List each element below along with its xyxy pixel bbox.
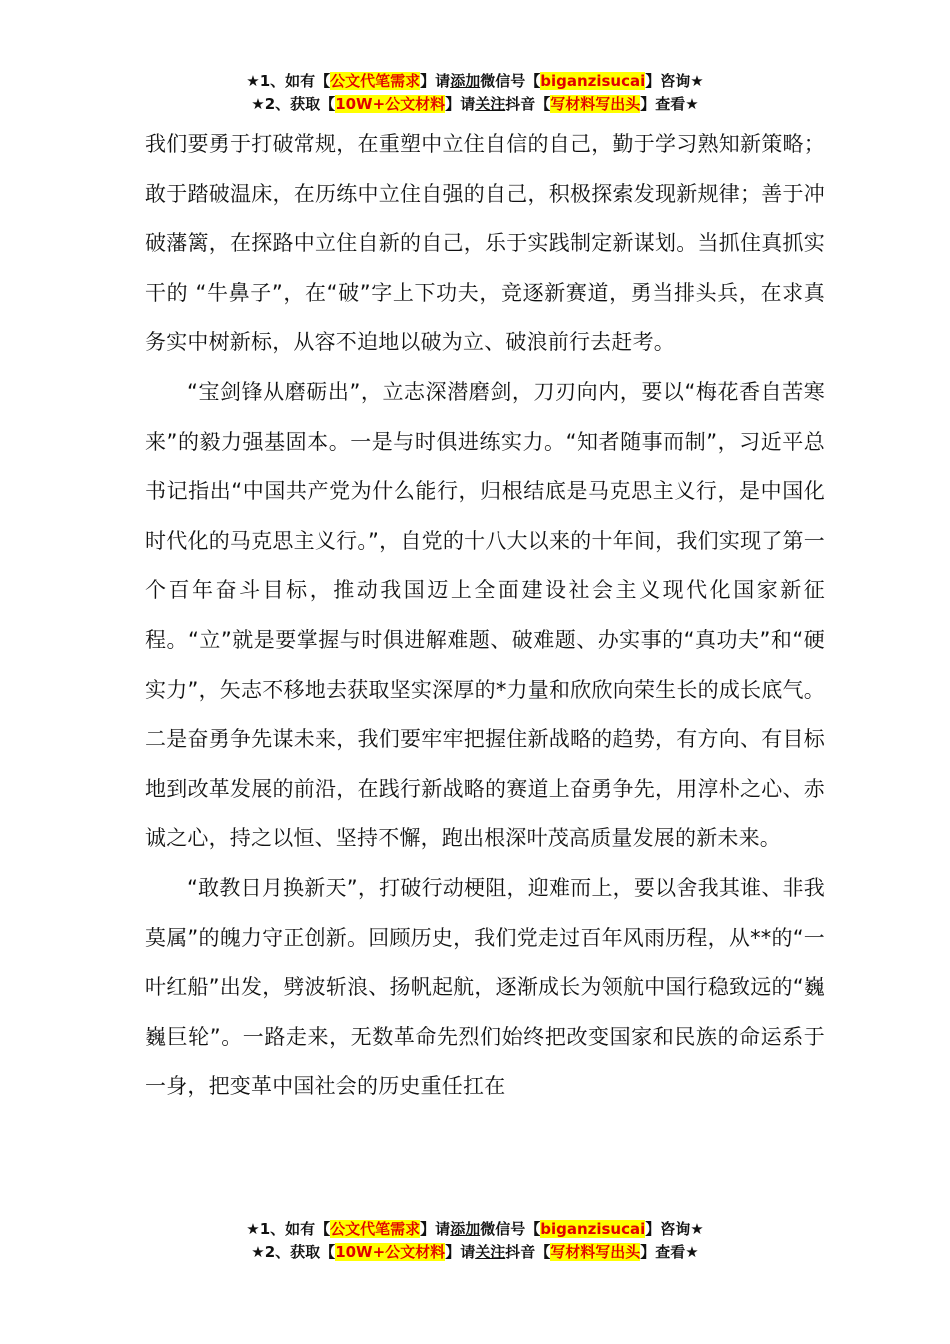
banner-text: 】请 — [420, 1220, 451, 1238]
banner-highlight: 写材料写出头 — [550, 1243, 641, 1261]
banner-line-2 — [0, 1241, 950, 1264]
banner-text: 】请 — [445, 1243, 476, 1261]
banner-text: 微信号【 — [480, 1220, 541, 1238]
banner-text: ★2、获取【 — [251, 1243, 336, 1261]
banner-emphasis: 添加 — [450, 1220, 481, 1238]
banner-line-2 — [0, 93, 950, 116]
banner-text: ★2、获取【 — [251, 95, 336, 113]
banner-highlight: 10W+公文材料 — [335, 1243, 446, 1261]
banner-text: 】请 — [420, 72, 451, 90]
banner-text: 微信号【 — [480, 72, 541, 90]
banner-highlight: biganzisucai — [540, 1220, 646, 1238]
banner-highlight: biganzisucai — [540, 72, 646, 90]
paragraph: “宝剑锋从磨砺出”，立志深潜磨剑，刀刃向内，要以“梅花香自苦寒来”的毅力强基固本。一是与时俱进练实力。“知者随事而制”，习近平总书记指出“中国共产党为什么能行，归根结底是马克思主义行，是中国化时代化的马克思主义行。”，自党的十八大以来的十年间，我们实现了第一个百年奋斗目标，推动我国迈上全面建设社会主义现代化国家新征程。“立”就是要掌握与时俱进解难题、破难题、办实事的“真功夫”和“硬实力”，矢志不移地去获取坚实深厚的*力量和欣欣向荣生长的成长底气。二是奋勇争先谋未来，我们要牢牢把握住新战略的趋势，有方向、有目标地到改革发展的前沿，在践行新战略的赛道上奋勇争先，用淳朴之心、赤诚之心，持之以恒、坚持不懈，跑出根深叶茂高质量发展的新未来。 — [145, 379, 825, 851]
header-banner — [0, 70, 950, 116]
banner-emphasis: 关注 — [475, 1243, 506, 1261]
footer-banner — [0, 1218, 950, 1264]
banner-text: ★1、如有【 — [246, 1220, 331, 1238]
paragraph: 我们要勇于打破常规，在重塑中立住自信的自己，勤于学习熟知新策略；敢于踏破温床，在历练中立住自强的自己，积极探索发现新规律；善于冲破藩篱，在探路中立住自新的自己，乐于实践制定新谋划。当抓住真抓实干的 “牛鼻子”，在“破”字上下功夫，竞逐新赛道，勇当排头兵，在求真务实中树新标，从容不迫地以破为立、破浪前行去赶考。 — [145, 132, 825, 355]
banner-text: 】咨询★ — [645, 1220, 704, 1238]
banner-line-1 — [0, 70, 950, 93]
banner-text: 】请 — [445, 95, 476, 113]
banner-text: 】查看★ — [640, 1243, 699, 1261]
paragraph: “敢教日月换新天”，打破行动梗阻，迎难而上，要以舍我其谁、非我莫属”的魄力守正创新。回顾历史，我们党走过百年风雨历程，从**的“一叶红船”出发，劈波斩浪、扬帆起航，逐渐成长为领航中国行稳致远的“巍巍巨轮”。一路走来，无数革命先烈们始终把改变国家和民族的命运系于一身，把变革中国社会的历史重任扛在 — [145, 875, 825, 1099]
banner-emphasis: 关注 — [475, 95, 506, 113]
banner-text: 抖音【 — [505, 95, 551, 113]
banner-emphasis: 添加 — [450, 72, 481, 90]
banner-line-1 — [0, 1218, 950, 1241]
banner-text: 】查看★ — [640, 95, 699, 113]
banner-text: ★1、如有【 — [246, 72, 331, 90]
banner-text: 抖音【 — [505, 1243, 551, 1261]
document-body — [145, 120, 825, 1112]
banner-highlight: 10W+公文材料 — [335, 95, 446, 113]
banner-text: 】咨询★ — [645, 72, 704, 90]
banner-highlight: 写材料写出头 — [550, 95, 641, 113]
banner-highlight: 公文代笔需求 — [330, 1220, 421, 1238]
banner-highlight: 公文代笔需求 — [330, 72, 421, 90]
